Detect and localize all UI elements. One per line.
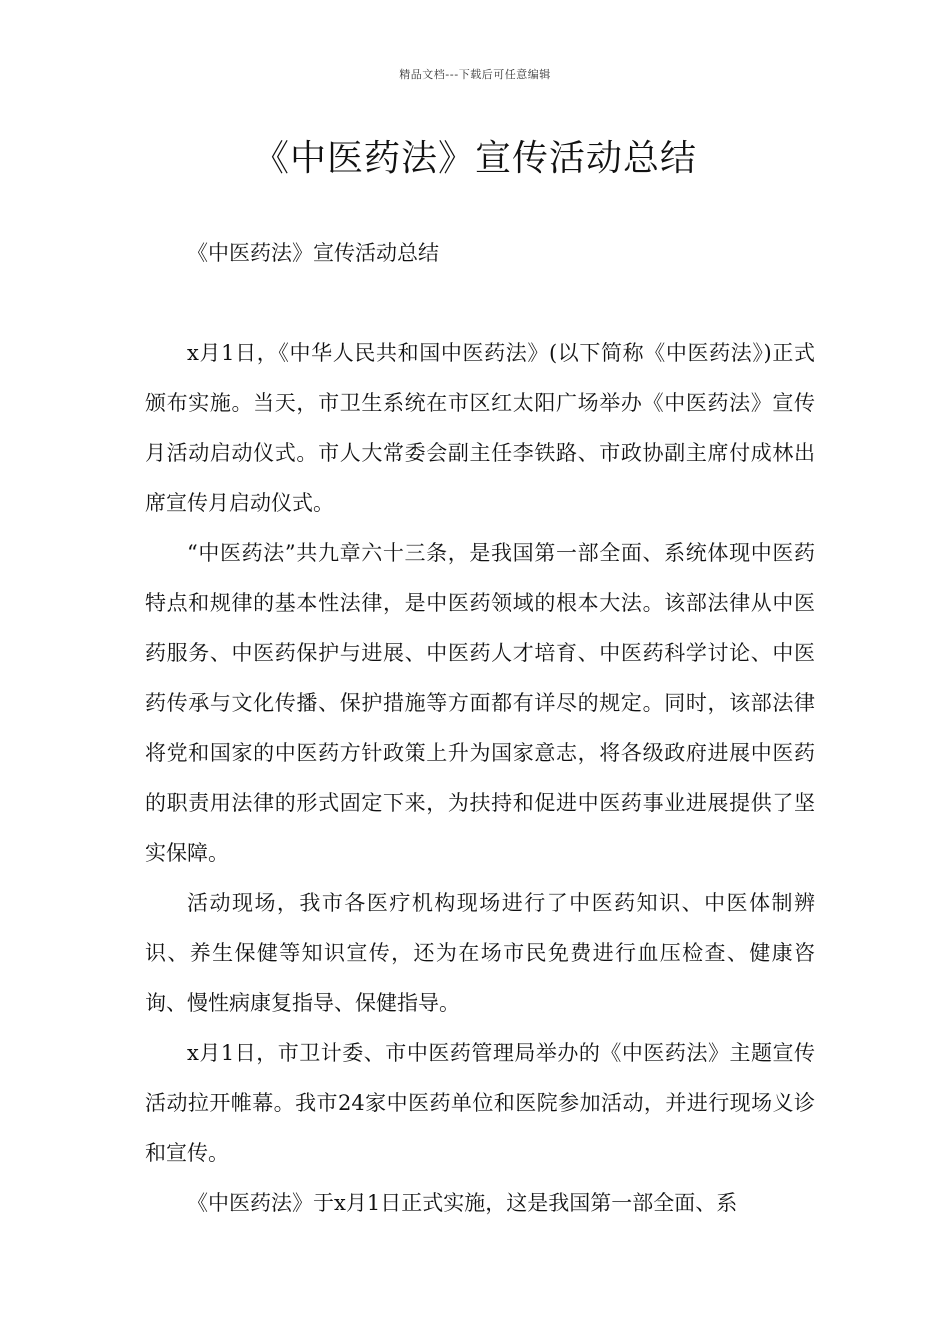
paragraph: x月1日，《中华人民共和国中医药法》(以下简称《中医药法》)正式颁布实施。当天，市卫生系统在市区红太阳广场举办《中医药法》宣传月活动启动仪式。市人大常委会副主任李铁路、市政协副主席付成林出席宣传月启动仪式。 (145, 341, 815, 515)
document-body (145, 228, 815, 1228)
document-subtitle: 《中医药法》宣传活动总结 (187, 241, 439, 265)
paragraph: 《中医药法》于x月1日正式实施，这是我国第一部全面、系 (187, 1191, 738, 1215)
header-note: 精品文档---下载后可任意编辑 (399, 68, 551, 81)
paragraph: x月1日，市卫计委、市中医药管理局举办的《中医药法》主题宣传活动拉开帷幕。我市24家中医药单位和医院参加活动，并进行现场义诊和宣传。 (145, 1041, 815, 1165)
document-title: 《中医药法》宣传活动总结 (252, 138, 697, 179)
paragraph: “中医药法”共九章六十三条，是我国第一部全面、系统体现中医药特点和规律的基本性法律，是中医药领域的根本大法。该部法律从中医药服务、中医药保护与进展、中医药人才培育、中医药科学讨论、中医药传承与文化传播、保护措施等方面都有详尽的规定。同时，该部法律将党和国家的中医药方针政策上升为国家意志，将各级政府进展中医药的职责用法律的形式固定下来，为扶持和促进中医药事业进展提供了坚实保障。 (145, 541, 815, 865)
paragraph: 活动现场，我市各医疗机构现场进行了中医药知识、中医体制辨识、养生保健等知识宣传，还为在场市民免费进行血压检查、健康咨询、慢性病康复指导、保健指导。 (145, 891, 815, 1015)
